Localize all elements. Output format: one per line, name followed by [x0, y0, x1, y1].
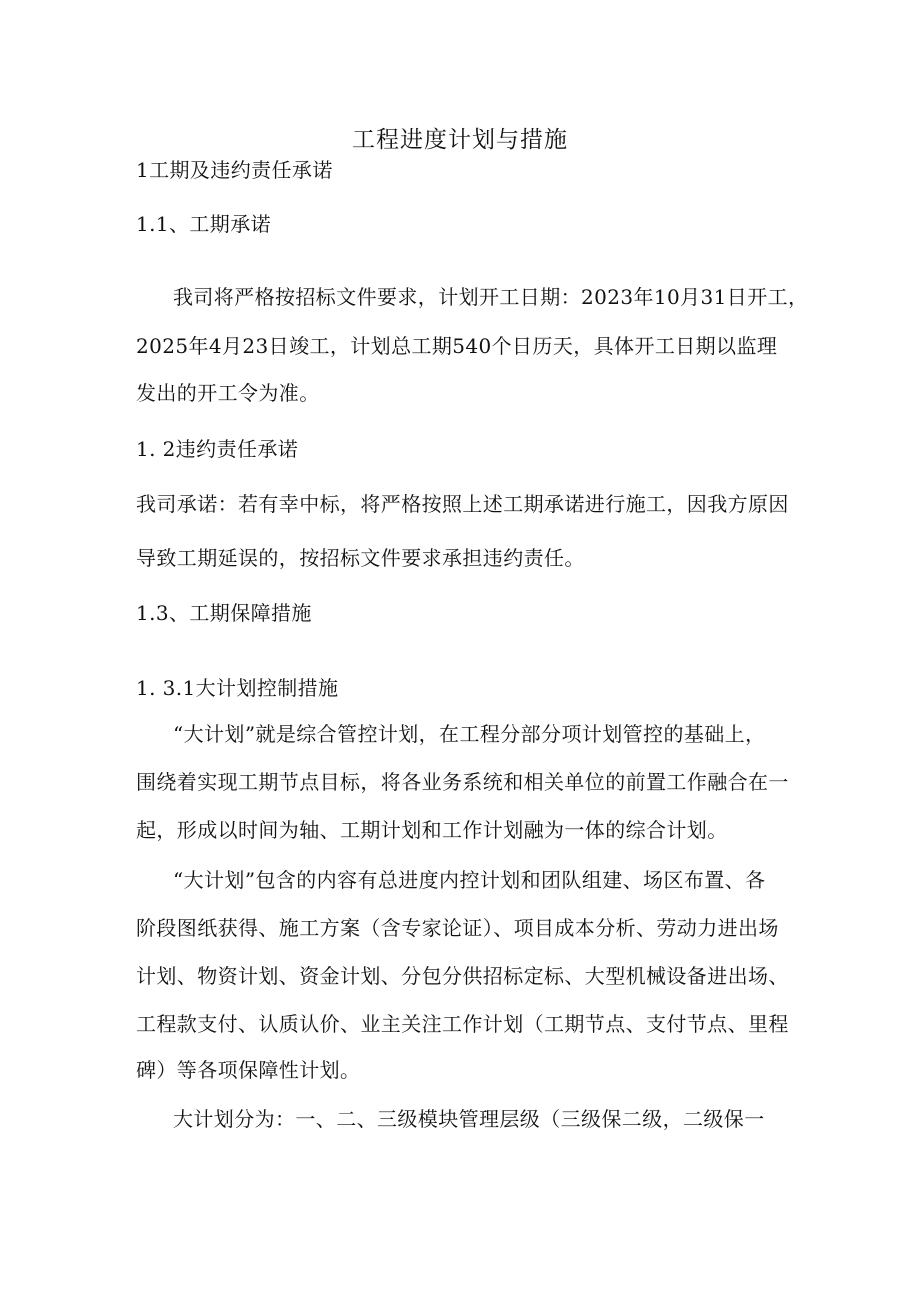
section-1-3-heading: 1.3、工期保障措施 [136, 601, 312, 625]
paragraph-line: 发出的开工令为准。 [136, 381, 320, 405]
document-title: 工程进度计划与措施 [352, 127, 568, 153]
paragraph-line: 我司将严格按招标文件要求，计划开工日期：2023年10月31日开工， [173, 285, 809, 309]
section-1-heading: 1工期及违约责任承诺 [136, 158, 333, 182]
paragraph-line: 导致工期延误的，按招标文件要求承担违约责任。 [136, 546, 585, 570]
paragraph-line: 2025年4月23日竣工，计划总工期540个日历天，具体开工日期以监理 [136, 334, 778, 358]
paragraph-line: 大计划分为：一、二、三级模块管理层级（三级保二级，二级保一 [173, 1107, 765, 1131]
paragraph-line: 我司承诺：若有幸中标，将严格按照上述工期承诺进行施工，因我方原因 [136, 492, 789, 516]
paragraph-line: 计划、物资计划、资金计划、分包分供招标定标、大型机械设备进出场、 [136, 964, 789, 988]
section-1-1-heading: 1.1、工期承诺 [136, 212, 272, 236]
section-1-2-heading: 1. 2违约责任承诺 [136, 437, 299, 461]
section-1-3-1-heading: 1. 3.1大计划控制措施 [136, 676, 339, 700]
paragraph-line: 阶段图纸获得、施工方案（含专家论证）、项目成本分析、劳动力进出场 [136, 916, 779, 940]
paragraph-line: 工程款支付、认质认价、业主关注工作计划（工期节点、支付节点、里程 [136, 1012, 789, 1036]
paragraph-line: “大计划”就是综合管控计划，在工程分部分项计划管控的基础上， [173, 722, 766, 746]
paragraph-line: 起，形成以时间为轴、工期计划和工作计划融为一体的综合计划。 [136, 818, 728, 842]
paragraph-line: “大计划”包含的内容有总进度内控计划和团队组建、场区布置、各 [173, 868, 766, 892]
paragraph-line: 围绕着实现工期节点目标，将各业务系统和相关单位的前置工作融合在一 [136, 770, 789, 794]
paragraph-line: 碑）等各项保障性计划。 [136, 1058, 361, 1082]
